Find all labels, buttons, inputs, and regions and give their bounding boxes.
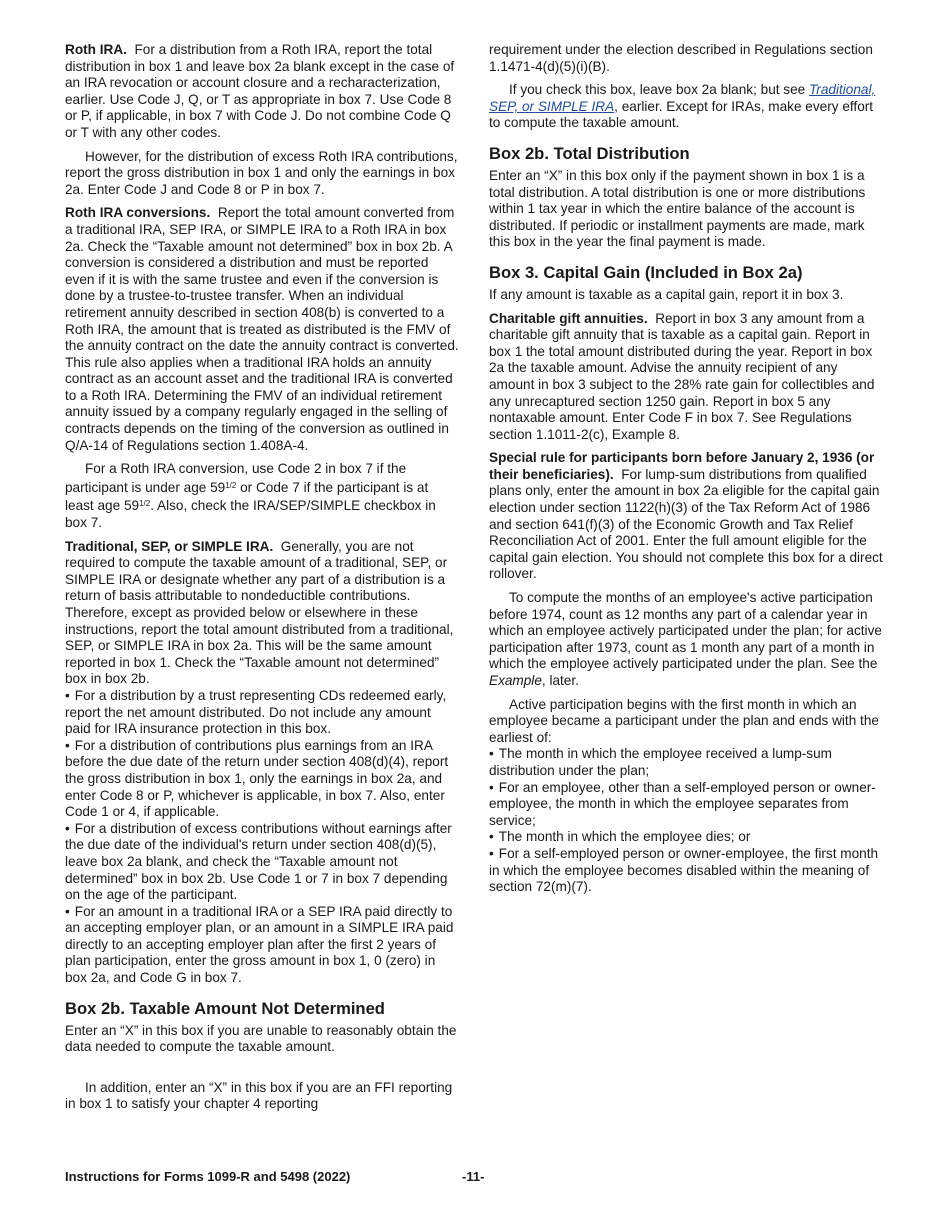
special-rule-text: For lump-sum distributions from qualified plans only, enter the amount in box 2a eligible for the capital gain election under section 1122(h)(3) of the Tax Reform Act of 1986 and section 641(f)(3) of the Economic Growth and Tax Relief Reconciliation Act of 2001. Enter the full amount eligible for the capital gain election. You should not complete this box for a direct rollover. xyxy=(489,466,883,582)
left-column xyxy=(65,42,460,1120)
capital-gain-text: If any amount is taxable as a capital gain, report it in box 3. xyxy=(489,286,844,302)
traditional-text: Generally, you are not required to compute the taxable amount of a traditional, SEP, or SIMPLE IRA or designate whether any part of a distribution is a return of basis attributable to nondeductible contributions. Therefore, except as provided below or elsewhere in these instructions, report the total amount distributed from a traditional, SEP, or SIMPLE IRA in box 2a. This will be the same amount reported in box 1. Check the “Taxable amount not determined” box in box 2b. xyxy=(65,538,454,687)
roth-ira-heading: Roth IRA. xyxy=(65,42,127,57)
traditional-ira-link[interactable]: Traditional, SEP, or SIMPLE IRA xyxy=(489,82,876,114)
roth-ira-text: For a distribution from a Roth IRA, report the total distribution in box 1 and leave box 2a blank except in the case of an IRA revocation or account closure and a recharacterization, earlier. Use Code J, Q, or T as appropriate in box 7. Use Code 8 or P, if applicable, in box 7 with Code J. Do not combine Code Q or T with any other codes. xyxy=(65,42,455,140)
check-box-paragraph xyxy=(489,82,885,132)
charitable-heading: Charitable gift annuities. xyxy=(489,310,648,326)
example-ref: Example xyxy=(489,673,542,688)
months-text-b: , later. xyxy=(541,673,579,688)
box2b-taxable-heading: Box 2b. Taxable Amount Not Determined xyxy=(65,998,385,1018)
ffi-continued-text: requirement under the election described in Regulations section 1.1471-4(d)(5)(i)(B). xyxy=(489,42,873,74)
box2b-ffi-text: In addition, enter an “X” in this box if you are an FFI reporting in box 1 to satisfy your chapter 4 reporting xyxy=(65,1079,453,1112)
conversion-code-paragraph xyxy=(65,461,460,531)
half-fraction-1: 1/2 xyxy=(225,480,237,490)
total-distribution-heading: Box 2b. Total Distribution xyxy=(489,143,690,163)
capital-gain-heading: Box 3. Capital Gain (Included in Box 2a) xyxy=(489,262,803,282)
months-paragraph xyxy=(489,590,885,690)
check-box-text-a: If you check this box, leave box 2a blank; but see xyxy=(509,82,809,98)
charitable-text: Report in box 3 any amount from a charitable gift annuity that is taxable as a capital gain. Report in box 1 the total amount distributed during the year. Report in box 2a the taxable amount. Advise the annuity recipient of any amount in box 3 subject to the 28% rate gain for collectibles and any unrecaptured section 1250 gain. Report in box 5 any nontaxable amount. Enter Code F in box 7. See Regulations section 1.1011-2(c), Example 8. xyxy=(489,310,875,442)
conversion-code-text-c: . Also, check the IRA/SEP/SIMPLE checkbox in box 7. xyxy=(65,498,436,531)
participation-bullet: • For a self-employed person or owner-employee, the first month in which the employee becomes disabled within the meaning of section 72(m)(7). xyxy=(489,846,885,896)
conversion-code-text-a: For a Roth IRA conversion, use Code 2 in box 7 if the participant is under age 59 xyxy=(65,461,407,495)
conversion-code-text-b: or Code 7 if the participant is at least age 59 xyxy=(65,479,429,514)
half-fraction-2: 1/2 xyxy=(139,499,151,509)
traditional-bullet: • For a distribution of contributions plus earnings from an IRA before the due date of the return under section 408(d)(4), report the gross distribution in box 1, only the earnings in box 2a, and enter Code 8 or P, whichever is applicable, in box 7. Also, enter Code 1 or 4, if applicable. xyxy=(65,738,460,821)
months-text-a: To compute the months of an employee's active participation before 1974, count as 12 months any part of a calendar year in which an employee actively participated under the plan; for active participation after 1973, count as 1 month any part of a month in which the employee actively participated under the plan. See the xyxy=(489,590,882,672)
conversions-paragraph xyxy=(65,205,460,454)
traditional-bullet: • For an amount in a traditional IRA or a SEP IRA paid directly to an accepting employer plan, or an amount in a SIMPLE IRA paid directly to an accepting employer plan after the first 2 years of plan participation, enter the gross amount in box 1, 0 (zero) in box 2a, and Code G in box 7. xyxy=(65,904,460,987)
footer-title: Instructions for Forms 1099-R and 5498 (2022) xyxy=(65,1169,351,1184)
conversions-text: Report the total amount converted from a traditional IRA, SEP IRA, or SIMPLE IRA to a Roth IRA in box 2a. Check the “Taxable amount not determined” box in box 2b. A conversion is considered a distribution and must be reported even if it is with the same trustee and even if the conversion is done by a trustee-to-trustee transfer. When an individual retirement annuity described in section 408(b) is converted to a Roth IRA, the amount that is treated as distributed is the FMV of the annuity contract on the date the annuity contract is converted. This rule also applies when a traditional IRA holds an annuity contract as an account asset and the traditional IRA is converted to a Roth IRA. Determining the FMV of an individual retirement annuity issued by a company regularly engaged in the selling of contracts depends on the timing of the conversion as outlined in Q/A-14 of Regulations section 1.408A-4. xyxy=(65,205,459,453)
total-distribution-text: Enter an “X” in this box only if the payment shown in box 1 is a total distribution. A total distribution is one or more distributions within 1 tax year in which the entire balance of the account is distributed. If periodic or installment payments are made, mark this box in the year the final payment is made. xyxy=(489,167,866,250)
page-number: -11- xyxy=(462,1169,485,1184)
traditional-bullet: • For a distribution by a trust representing CDs redeemed early, report the net amount distributed. Do not include any amount paid for IRA insurance protection in this box. xyxy=(65,688,460,738)
check-box-text-b: , earlier. Except for IRAs, make every effort to compute the taxable amount. xyxy=(489,98,874,131)
roth-excess-paragraph: However, for the distribution of excess Roth IRA contributions, report the gross distribution in box 1 and only the earnings in box 2a. Enter Code J and Code 8 or P in box 7. xyxy=(65,148,458,197)
participation-bullet: • The month in which the employee dies; or xyxy=(489,829,885,846)
participation-bullet: • For an employee, other than a self-employed person or owner-employee, the month in which the employee separates from service; xyxy=(489,780,885,830)
special-rule-paragraph xyxy=(489,450,885,583)
right-column xyxy=(489,42,885,896)
active-participation-text: Active participation begins with the first month in which an employee became a participant under the plan and ends with the earliest of: xyxy=(489,696,879,745)
special-rule-heading: Special rule for participants born before January 2, 1936 (or their beneficiaries). xyxy=(489,450,875,482)
roth-ira-paragraph xyxy=(65,42,460,142)
charitable-paragraph xyxy=(489,311,885,444)
traditional-paragraph xyxy=(65,539,460,688)
participation-bullet: • The month in which the employee received a lump-sum distribution under the plan; xyxy=(489,746,885,779)
box2b-taxable-text: Enter an “X” in this box if you are unable to reasonably obtain the data needed to compute the taxable amount. xyxy=(65,1022,457,1055)
traditional-bullet: • For a distribution of excess contributions without earnings after the due date of the individual's return under section 408(d)(5), leave box 2a blank, and check the “Taxable amount not determined” box in box 2b. Use Code 1 or 7 in box 7 depending on the age of the participant. xyxy=(65,821,460,904)
traditional-heading: Traditional, SEP, or SIMPLE IRA. xyxy=(65,538,274,554)
conversions-heading: Roth IRA conversions. xyxy=(65,205,211,221)
spacer xyxy=(65,1063,460,1080)
